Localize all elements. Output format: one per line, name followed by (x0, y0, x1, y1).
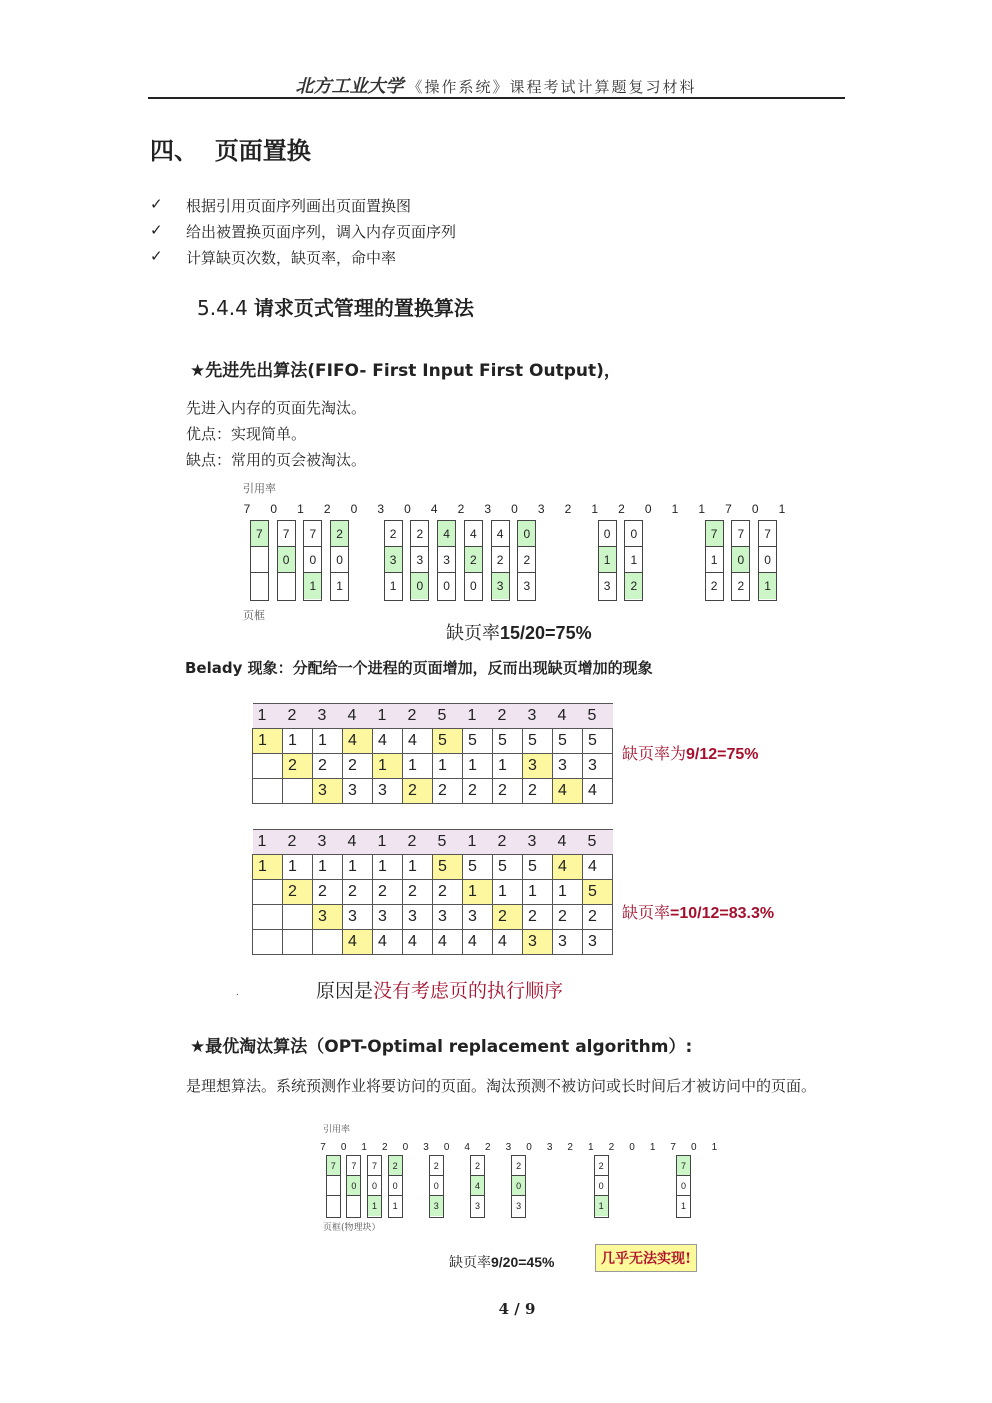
frame-cell: 5 (463, 729, 493, 754)
frame-cell: 4 (553, 779, 583, 804)
frame-cell: 2 (553, 905, 583, 930)
check-icon: ✓ (150, 221, 163, 239)
page-frame (758, 520, 777, 601)
fifo-fault-rate: 缺页率15/20=75% (446, 623, 592, 644)
frame-cell: 2 (385, 521, 402, 547)
frame-cell: 0 (411, 573, 428, 599)
reference-value: 0 (526, 1142, 532, 1153)
reference-cell: 1 (253, 704, 283, 729)
reference-value: 1 (588, 1142, 594, 1153)
frame-cell: 2 (343, 754, 373, 779)
frame-cell: 4 (463, 930, 493, 955)
frame-cell: 2 (389, 1156, 402, 1176)
frame-cell: 0 (368, 1176, 381, 1196)
reference-value: 0 (443, 1142, 450, 1153)
frame-cell: 7 (706, 521, 723, 547)
reference-cell: 4 (553, 704, 583, 729)
frame-cell: 5 (523, 729, 553, 754)
frame-cell: 3 (463, 905, 493, 930)
frame-row (253, 855, 613, 880)
reference-value: 7 (725, 502, 732, 516)
frame-cell: 1 (313, 729, 343, 754)
frame-cell: 1 (392, 1201, 398, 1211)
frame-cell: 2 (403, 779, 433, 804)
page-frame (437, 520, 456, 601)
frame-cell: 1 (625, 547, 642, 573)
page-frame (464, 520, 483, 601)
reference-value: 3 (537, 502, 545, 516)
reference-cell: 1 (373, 704, 403, 729)
reference-value: 1 (649, 1142, 656, 1153)
checklist-item: ✓ 计算缺页次数，缺页率，命中率 (150, 247, 397, 267)
frame-cell (253, 930, 283, 955)
frame-cell (278, 573, 295, 599)
frame-cell (347, 1196, 360, 1216)
frame-cell: 4 (373, 729, 403, 754)
opt-note-box: 几乎无法实现! (595, 1244, 697, 1272)
frame-cell: 0 (389, 1176, 402, 1196)
frame-cell: 2 (283, 754, 313, 779)
frame-cell: 1 (493, 754, 523, 779)
frame-cell: 7 (732, 521, 749, 547)
frame-cell: 2 (403, 880, 433, 905)
frame-cell: 3 (474, 1201, 480, 1211)
page-frame (330, 520, 349, 601)
opt-fault-rate: 缺页率9/20=45% (449, 1254, 555, 1271)
frame-cell: 3 (523, 579, 531, 593)
frame-cell (251, 573, 268, 599)
reference-cell: 3 (523, 704, 553, 729)
reference-value: 1 (671, 502, 679, 516)
frame-cell: 2 (523, 905, 553, 930)
frame-cell: 1 (493, 880, 523, 905)
page-frame (705, 520, 724, 601)
fifo-line: 优点：实现简单。 (186, 425, 307, 443)
frame-cell (313, 930, 343, 955)
reference-value: 7 (243, 502, 251, 516)
reference-value: 2 (323, 502, 331, 516)
reference-value: 0 (644, 502, 652, 516)
reference-value: 1 (591, 502, 599, 516)
reference-value: 7 (670, 1142, 676, 1153)
frame-cell: 0 (759, 547, 776, 573)
university-logo-text: 北方工业大学 (295, 76, 404, 97)
page-frame (676, 1155, 691, 1218)
frame-cell: 2 (710, 579, 718, 593)
frame-cell: 4 (493, 930, 523, 955)
ref-label: 引用率 (243, 482, 276, 495)
frame-cell: 1 (336, 579, 343, 593)
reference-value: 0 (751, 502, 759, 516)
frame-cell: 1 (706, 547, 723, 573)
frame-cell: 1 (433, 754, 463, 779)
frame-cell: 2 (283, 880, 313, 905)
reference-cell: 2 (283, 704, 313, 729)
reference-cell: 5 (583, 704, 613, 729)
reference-cell: 5 (433, 704, 463, 729)
frame-cell: 4 (553, 855, 583, 880)
frame-cell: 4 (343, 930, 373, 955)
reference-value: 2 (564, 502, 572, 516)
reference-cell: 1 (373, 830, 403, 855)
reference-value: 0 (402, 1142, 409, 1153)
frame-cell: 1 (283, 855, 313, 880)
reference-value: 1 (711, 1142, 718, 1153)
fifo-line: 缺点：常用的页会被淘汰。 (186, 451, 367, 469)
page-frame (346, 1155, 361, 1218)
frame-cell: 0 (599, 521, 616, 547)
frame-cell: 1 (680, 1201, 686, 1211)
page-frame (470, 1155, 485, 1218)
page-frame (250, 520, 269, 601)
frame-cell: 2 (625, 573, 642, 599)
frame-cell: 0 (518, 521, 535, 547)
frame-cell: 4 (403, 930, 433, 955)
frame-cell: 4 (583, 855, 613, 880)
frame-cell: 4 (438, 521, 455, 547)
frame-cell: 5 (583, 880, 613, 905)
frame-cell: 3 (411, 547, 428, 573)
frame-cell: 2 (595, 1156, 608, 1176)
frame-cell: 1 (343, 855, 373, 880)
belady-rate-3-frames: 缺页率为9/12=75% (622, 744, 759, 763)
frame-cell: 0 (278, 547, 295, 573)
frame-cell: 2 (433, 779, 463, 804)
frame-cell: 3 (492, 573, 509, 599)
reference-cell: 4 (343, 704, 373, 729)
frame-cell: 7 (368, 1156, 381, 1176)
frame-cell (253, 880, 283, 905)
frame-cell (253, 754, 283, 779)
frame-cell: 2 (313, 754, 343, 779)
page-number: 4 / 9 (498, 1300, 536, 1318)
frame-cell: 3 (313, 779, 343, 804)
reference-value: 2 (382, 1142, 388, 1153)
reference-value: 2 (485, 1142, 491, 1153)
belady-rate-4-frames: 缺页率=10/12=83.3% (622, 903, 775, 922)
frame-cell: 2 (411, 521, 428, 547)
page-frame (303, 520, 322, 601)
check-icon: ✓ (150, 247, 163, 265)
frame-cell: 2 (433, 880, 463, 905)
frame-cell (253, 905, 283, 930)
reference-cell: 5 (433, 830, 463, 855)
frame-cell: 2 (492, 547, 509, 573)
reference-cell: 5 (583, 830, 613, 855)
frame-cell: 2 (430, 1156, 443, 1176)
frame-cell: 2 (463, 779, 493, 804)
frame-cell: 7 (278, 521, 295, 547)
frame-cell (327, 1196, 340, 1216)
frame-row (253, 880, 613, 905)
frame-cell: 3 (430, 1196, 443, 1216)
subsection-title: 5.4.4 请求页式管理的置换算法 (197, 296, 474, 320)
frame-cell: 0 (677, 1176, 690, 1196)
frame-cell: 0 (304, 547, 321, 573)
frame-cell: 2 (313, 880, 343, 905)
frame-row (253, 930, 613, 955)
frame-cell: 7 (251, 521, 268, 547)
reference-cell: 4 (343, 830, 373, 855)
frame-cell: 5 (583, 729, 613, 754)
frame-cell: 2 (471, 1156, 484, 1176)
frame-cell: 1 (463, 880, 493, 905)
frame-cell: 5 (433, 729, 463, 754)
frame-cell: 1 (283, 729, 313, 754)
reference-value: 0 (511, 502, 518, 516)
frame-cell: 7 (677, 1156, 690, 1176)
frame-cell: 1 (304, 573, 321, 599)
checklist-item: ✓ 给出被置换页面序列，调入内存页面序列 (150, 221, 457, 241)
reference-cell: 1 (253, 830, 283, 855)
reference-cell: 2 (493, 704, 523, 729)
page-frame (511, 1155, 526, 1218)
frame-cell: 2 (737, 579, 745, 593)
frame-cell (253, 779, 283, 804)
frame-cell: 5 (553, 729, 583, 754)
check-icon: ✓ (150, 195, 163, 213)
reference-value: 3 (546, 1142, 553, 1153)
fifo-line: 先进入内存的页面先淘汰。 (186, 399, 367, 417)
frame-cell (251, 547, 268, 573)
frame-cell: 2 (343, 880, 373, 905)
frame-cell: 2 (373, 880, 403, 905)
reference-value: 0 (629, 1142, 635, 1153)
frame-cell: 4 (343, 729, 373, 754)
reference-cell: 1 (463, 830, 493, 855)
reference-value: 3 (423, 1142, 429, 1153)
reference-cell: 2 (403, 704, 433, 729)
fifo-heading: ★先进先出算法(FIFO- First Input First Output)， (190, 361, 621, 381)
reference-value: 2 (567, 1142, 573, 1153)
frame-cell: 1 (523, 880, 553, 905)
frame-cell: 2 (523, 779, 553, 804)
frame-cell: 1 (403, 754, 433, 779)
frame-cell: 0 (443, 579, 450, 593)
reference-cell: 2 (493, 830, 523, 855)
frame-cell: 4 (583, 779, 613, 804)
reference-value: 0 (691, 1142, 697, 1153)
frame-cell: 1 (389, 579, 397, 593)
frame-cell: 3 (553, 930, 583, 955)
frame-cell: 3 (373, 779, 403, 804)
frame-cell: 2 (331, 521, 348, 547)
frame-cell: 2 (512, 1156, 525, 1176)
reference-value: 4 (430, 502, 438, 516)
frame-row (253, 905, 613, 930)
frame-cell: 4 (403, 729, 433, 754)
frame-cell: 3 (516, 1201, 522, 1211)
reference-cell: 3 (313, 704, 343, 729)
frame-cell: 4 (433, 930, 463, 955)
frame-cell: 1 (373, 855, 403, 880)
reference-value: 1 (361, 1142, 367, 1153)
frame-cell: 0 (625, 521, 642, 547)
frame-cell: 3 (583, 930, 613, 955)
reference-cell: 2 (403, 830, 433, 855)
page-frame (326, 1155, 341, 1218)
frame-cell: 2 (518, 547, 535, 573)
belady-reason: 原因是没有考虑页的执行顺序 (316, 980, 564, 1002)
frame-cell: 1 (373, 754, 403, 779)
page-frame (429, 1155, 444, 1218)
page-frame (598, 520, 617, 601)
reference-value: 2 (608, 1142, 615, 1153)
header-title: 《操作系统》课程考试计算题复习材料 (407, 78, 697, 96)
page-frame (388, 1155, 403, 1218)
frame-cell: 3 (523, 754, 553, 779)
frame-cell: 3 (438, 547, 455, 573)
reference-value: 1 (297, 502, 304, 516)
frame-cell (327, 1176, 340, 1196)
reference-value: 0 (340, 1142, 347, 1153)
belady-table-4-frames (252, 829, 613, 955)
page-frame (384, 520, 403, 601)
frame-cell: 0 (470, 579, 477, 593)
frame-cell: 3 (385, 547, 402, 573)
reference-value: 7 (320, 1142, 326, 1153)
frame-cell: 5 (463, 855, 493, 880)
opt-heading: ★最优淘汰算法（OPT-Optimal replacement algorithm）: (190, 1037, 693, 1057)
reference-value: 3 (505, 1142, 512, 1153)
ref-label: 引用率 (323, 1125, 351, 1135)
reference-value: 0 (404, 502, 411, 516)
frame-cell: 1 (403, 855, 433, 880)
frame-cell: 0 (595, 1176, 608, 1196)
frame-cell: 1 (463, 754, 493, 779)
reference-value: 4 (464, 1142, 470, 1153)
frame-cell: 3 (343, 905, 373, 930)
frame-cell: 3 (553, 754, 583, 779)
stray-dot: . (236, 988, 239, 997)
page-frame (277, 520, 296, 601)
frame-cell: 5 (493, 729, 523, 754)
frame-cell: 0 (732, 547, 749, 573)
frame-cell: 3 (523, 930, 553, 955)
reference-value: 0 (270, 502, 278, 516)
reference-value: 3 (377, 502, 385, 516)
table-header-row (253, 830, 613, 855)
frame-row (253, 754, 613, 779)
reference-cell: 4 (553, 830, 583, 855)
frame-cell (283, 905, 313, 930)
page-frame (517, 520, 536, 601)
frame-cell: 2 (493, 779, 523, 804)
reference-value: 1 (698, 502, 706, 516)
frame-label: 页框(物理块） (323, 1223, 381, 1233)
frame-cell: 0 (347, 1176, 360, 1196)
reference-cell: 1 (463, 704, 493, 729)
frame-cell: 7 (347, 1156, 360, 1176)
reference-value: 0 (350, 502, 358, 516)
frame-cell: 7 (327, 1156, 340, 1176)
page-frame (491, 520, 510, 601)
frame-cell: 5 (493, 855, 523, 880)
frame-cell: 3 (603, 579, 611, 593)
frame-cell: 1 (553, 880, 583, 905)
reference-value: 2 (618, 502, 625, 516)
page-frame (731, 520, 750, 601)
frame-cell (283, 930, 313, 955)
frame-cell: 4 (465, 521, 482, 547)
frame-cell: 2 (465, 547, 482, 573)
belady-table-3-frames (252, 703, 613, 804)
frame-cell: 2 (493, 905, 523, 930)
frame-cell: 3 (403, 905, 433, 930)
frame-cell: 5 (523, 855, 553, 880)
frame-cell: 1 (253, 855, 283, 880)
frame-cell: 4 (492, 521, 509, 547)
frame-cell: 4 (471, 1176, 484, 1196)
frame-cell: 1 (759, 573, 776, 599)
reference-value: 2 (457, 502, 465, 516)
frame-cell: 3 (343, 779, 373, 804)
frame-cell: 3 (373, 905, 403, 930)
page-header (0, 72, 992, 98)
frame-cell: 0 (331, 547, 348, 573)
frame-cell: 1 (595, 1196, 608, 1216)
reference-value: 3 (484, 502, 492, 516)
frame-row (253, 779, 613, 804)
header-divider (148, 97, 845, 99)
frame-cell: 2 (583, 905, 613, 930)
frame-cell: 3 (313, 905, 343, 930)
checklist-item: ✓ 根据引用页面序列画出页面置换图 (150, 195, 412, 215)
frame-cell: 3 (583, 754, 613, 779)
frame-label: 页框 (243, 609, 265, 622)
frame-cell: 1 (253, 729, 283, 754)
frame-row (253, 729, 613, 754)
frame-cell: 1 (368, 1196, 381, 1216)
table-header-row (253, 704, 613, 729)
frame-cell: 0 (512, 1176, 525, 1196)
frame-cell: 7 (759, 521, 776, 547)
frame-cell: 5 (433, 855, 463, 880)
page-frame (594, 1155, 609, 1218)
section-title: 四、 页面置换 (150, 137, 311, 165)
frame-cell: 3 (433, 905, 463, 930)
page-frame (624, 520, 643, 601)
frame-cell (283, 779, 313, 804)
reference-cell: 3 (313, 830, 343, 855)
frame-cell: 0 (430, 1176, 443, 1196)
frame-cell: 7 (304, 521, 321, 547)
page-frame (367, 1155, 382, 1218)
reference-cell: 2 (283, 830, 313, 855)
page-frame (410, 520, 429, 601)
frame-cell: 1 (599, 547, 616, 573)
frame-cell: 1 (313, 855, 343, 880)
frame-cell: 4 (373, 930, 403, 955)
reference-value: 1 (778, 502, 786, 516)
reference-cell: 3 (523, 830, 553, 855)
belady-title: Belady 现象：分配给一个进程的页面增加，反而出现缺页增加的现象 (185, 659, 653, 677)
opt-paragraph: 是理想算法。系统预测作业将要访问的页面。淘汰预测不被访问或长时间后才被访问中的页面。 (186, 1077, 817, 1095)
